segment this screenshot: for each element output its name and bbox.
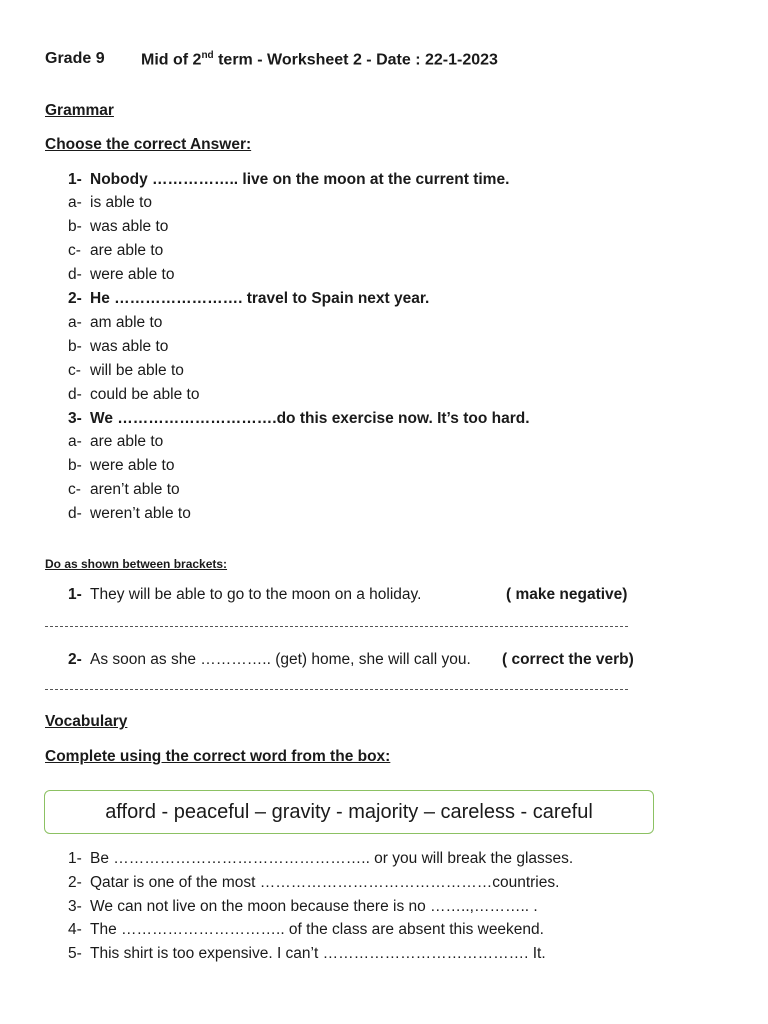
option-label: d- xyxy=(68,266,82,283)
option-text: were able to xyxy=(90,266,175,283)
item-text: Be ………………………………………….. or you will break the glasses. xyxy=(90,850,574,867)
option-text: are able to xyxy=(90,242,164,259)
item-number: 5- xyxy=(68,945,82,962)
brackets-heading: Do as shown between brackets: xyxy=(45,557,228,571)
question-text: We ………………………….do this exercise now. It’s too hard. xyxy=(90,410,530,427)
item-text: This shirt is too expensive. I can’t …………………………………. It. xyxy=(90,945,546,962)
title-sup: nd xyxy=(201,50,214,61)
option-text: weren’t able to xyxy=(90,505,191,522)
option-label: d- xyxy=(68,505,82,522)
grammar-heading: Grammar xyxy=(45,102,114,119)
option-1c xyxy=(68,242,163,260)
option-3b xyxy=(68,457,174,475)
option-label: c- xyxy=(68,481,81,498)
question-number: 1- xyxy=(68,171,82,188)
vocab-item-4 xyxy=(68,921,544,939)
option-3c xyxy=(68,481,180,499)
option-label: d- xyxy=(68,386,82,403)
option-1a xyxy=(68,194,152,212)
option-text: was able to xyxy=(90,218,169,235)
option-text: was able to xyxy=(90,338,169,355)
vocab-item-5 xyxy=(68,945,546,963)
option-text: could be able to xyxy=(90,386,200,403)
vocab-item-1 xyxy=(68,850,573,868)
worksheet-title xyxy=(141,50,498,69)
item-text: Qatar is one of the most ………………………………………countries. xyxy=(90,874,560,891)
item-number: 2- xyxy=(68,651,82,668)
option-label: a- xyxy=(68,194,82,211)
option-label: b- xyxy=(68,218,82,235)
vocab-item-3 xyxy=(68,898,538,916)
option-3d xyxy=(68,505,191,523)
bracket-item-2 xyxy=(68,651,471,669)
question-number: 3- xyxy=(68,410,82,427)
question-2 xyxy=(68,290,429,308)
item-text: The ………………………….. of the class are absent this weekend. xyxy=(90,921,544,938)
option-label: a- xyxy=(68,433,82,450)
option-text: aren’t able to xyxy=(90,481,180,498)
item-number: 2- xyxy=(68,874,82,891)
item-number: 1- xyxy=(68,850,82,867)
question-1 xyxy=(68,171,509,189)
grade-label: Grade 9 xyxy=(45,50,105,67)
item-text: As soon as she ………….. (get) home, she will call you. xyxy=(90,651,471,668)
item-number: 4- xyxy=(68,921,82,938)
answer-line-1 xyxy=(45,626,628,627)
vocab-item-2 xyxy=(68,874,559,892)
word-box: afford - peaceful – gravity - majority – careless - careful xyxy=(44,790,654,834)
item-text: They will be able to go to the moon on a holiday. xyxy=(90,586,422,603)
option-label: b- xyxy=(68,457,82,474)
question-text: He ……………………. travel to Spain next year. xyxy=(90,290,430,307)
vocabulary-heading: Vocabulary xyxy=(45,713,128,730)
item-number: 3- xyxy=(68,898,82,915)
grammar-instruction: Choose the correct Answer: xyxy=(45,136,252,153)
option-2b xyxy=(68,338,168,356)
bracket-hint-2: ( correct the verb) xyxy=(502,651,634,668)
option-label: a- xyxy=(68,314,82,331)
option-1d xyxy=(68,266,174,284)
option-label: c- xyxy=(68,242,81,259)
question-text: Nobody …………….. live on the moon at the current time. xyxy=(90,171,510,188)
option-text: were able to xyxy=(90,457,175,474)
option-3a xyxy=(68,433,163,451)
option-label: b- xyxy=(68,338,82,355)
question-3 xyxy=(68,410,530,428)
option-2a xyxy=(68,314,162,332)
option-2d xyxy=(68,386,199,404)
bracket-item-1 xyxy=(68,586,421,604)
option-2c xyxy=(68,362,184,380)
answer-line-2 xyxy=(45,689,628,690)
option-text: am able to xyxy=(90,314,163,331)
option-text: are able to xyxy=(90,433,164,450)
question-number: 2- xyxy=(68,290,82,307)
option-1b xyxy=(68,218,168,236)
item-text: We can not live on the moon because there is no ……..,……….. . xyxy=(90,898,538,915)
vocabulary-instruction: Complete using the correct word from the box: xyxy=(45,748,391,765)
option-text: is able to xyxy=(90,194,153,211)
item-number: 1- xyxy=(68,586,82,603)
bracket-hint-1: ( make negative) xyxy=(506,586,628,603)
option-label: c- xyxy=(68,362,81,379)
title-pre: Mid of 2 xyxy=(141,51,202,69)
title-post: term - Worksheet 2 - Date : 22-1-2023 xyxy=(213,51,498,69)
option-text: will be able to xyxy=(90,362,184,379)
